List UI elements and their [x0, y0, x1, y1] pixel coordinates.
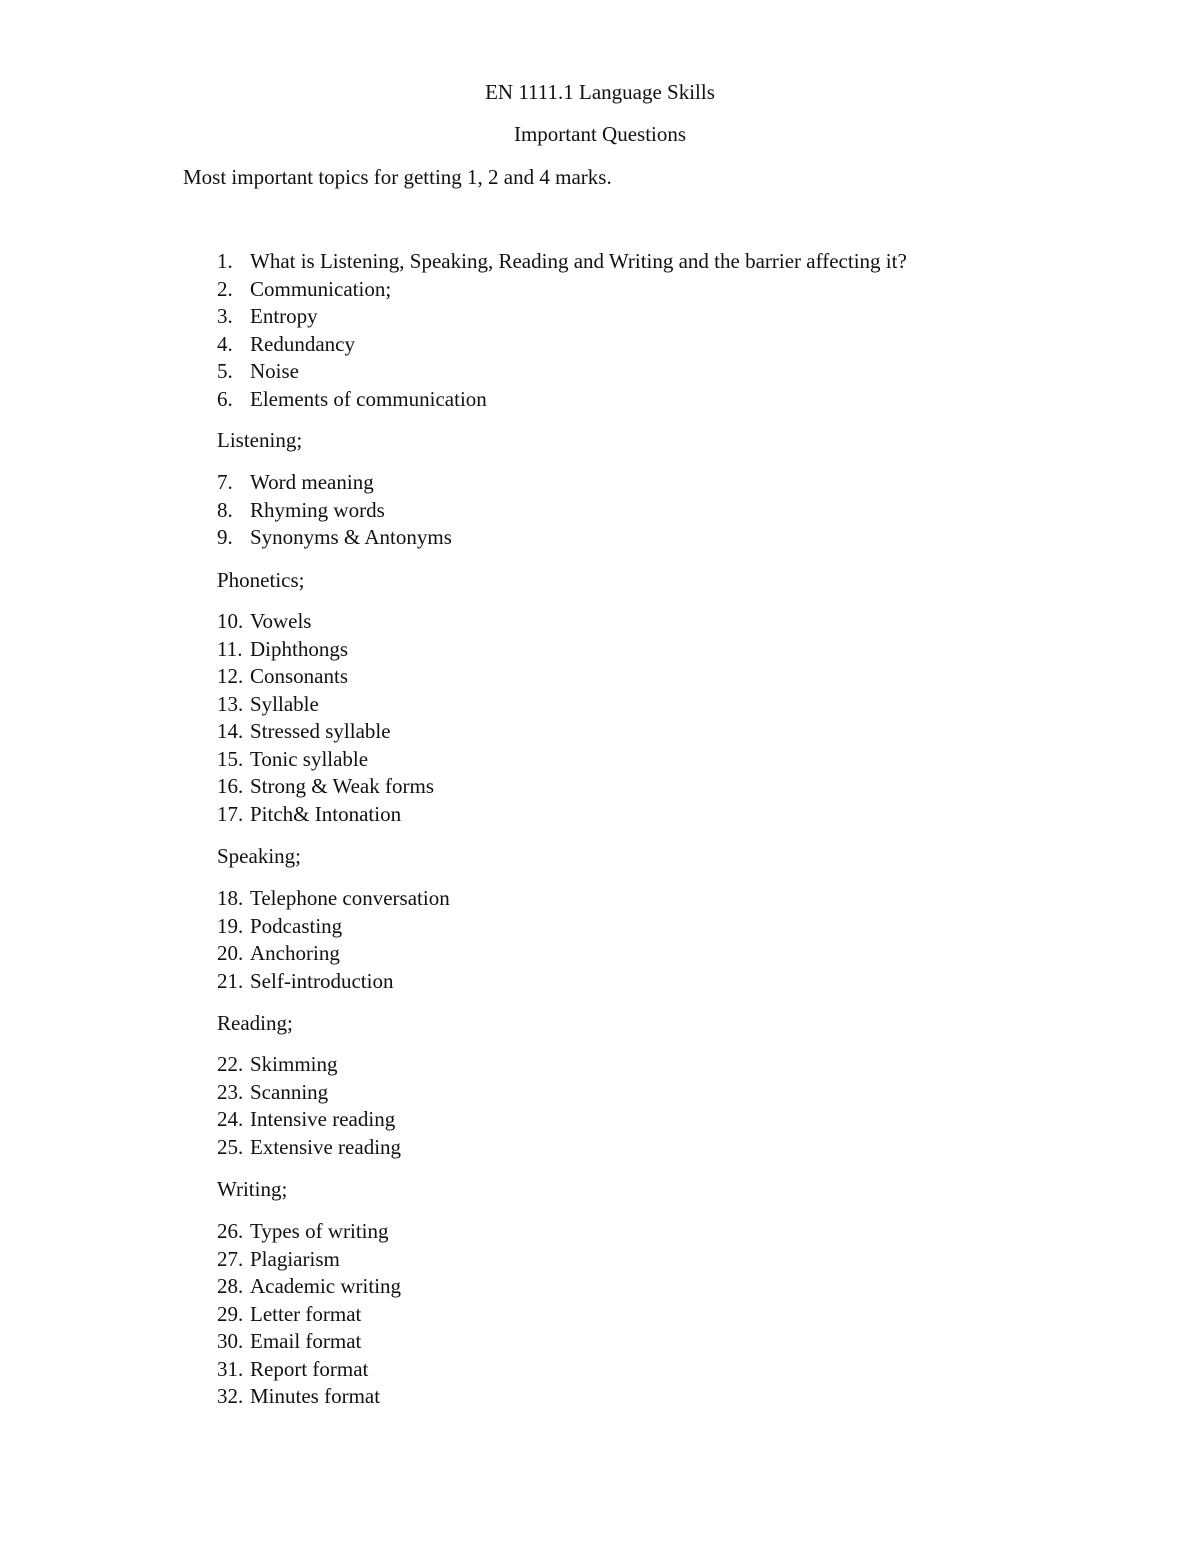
section-general: [217, 248, 1117, 413]
list-item: [217, 968, 1117, 996]
topic-list-phonetics: [217, 608, 1117, 828]
item-text: Intensive reading: [250, 1107, 396, 1131]
item-number: 14.: [217, 719, 244, 743]
item-text: Podcasting: [250, 913, 343, 938]
section-heading-writing: Writing;: [217, 1177, 288, 1201]
list-item: [217, 1328, 1117, 1356]
item-number: 18.: [217, 886, 244, 910]
list-item: [217, 524, 1117, 552]
section-heading-reading: Reading;: [217, 1011, 293, 1035]
item-text: Word meaning: [250, 470, 374, 494]
section-speaking: [217, 843, 1117, 995]
item-number: 6.: [217, 386, 233, 411]
list-item: [217, 469, 1117, 497]
item-text: Syllable: [250, 691, 319, 716]
list-item: [217, 1051, 1117, 1079]
item-text: Vowels: [250, 609, 312, 633]
list-item: [217, 1383, 1117, 1411]
item-text: Rhyming words: [250, 497, 385, 522]
item-number: 27.: [217, 1246, 244, 1271]
item-number: 2.: [217, 276, 233, 301]
item-number: 9.: [217, 525, 233, 549]
item-number: 30.: [217, 1329, 244, 1353]
item-text: Noise: [250, 359, 299, 383]
item-text: Stressed syllable: [250, 719, 391, 743]
list-item: [217, 497, 1117, 525]
intro-paragraph: Most important topics for getting 1, 2 and 4 marks.: [183, 165, 612, 189]
item-number: 8.: [217, 497, 233, 522]
item-text: Pitch& Intonation: [250, 801, 402, 826]
item-number: 22.: [217, 1052, 244, 1076]
item-text: Consonants: [250, 664, 349, 688]
topic-list-writing: [217, 1218, 1117, 1411]
section-writing: [217, 1176, 1117, 1411]
item-number: 26.: [217, 1219, 244, 1243]
item-number: 28.: [217, 1274, 244, 1298]
item-number: 32.: [217, 1384, 244, 1408]
item-text: Plagiarism: [250, 1246, 340, 1271]
list-item: [217, 773, 1117, 801]
list-item: [217, 386, 1117, 414]
section-listening: [217, 427, 1117, 552]
item-number: 24.: [217, 1107, 244, 1131]
list-item: [217, 691, 1117, 719]
item-number: 1.: [217, 249, 233, 273]
item-number: 12.: [217, 664, 244, 688]
list-item: [217, 885, 1117, 913]
list-item: [217, 913, 1117, 941]
item-text: Telephone conversation: [250, 886, 450, 910]
item-number: 15.: [217, 746, 244, 771]
item-text: Strong & Weak forms: [250, 774, 434, 798]
item-text: Minutes format: [250, 1384, 381, 1408]
item-text: Types of writing: [250, 1219, 389, 1243]
item-number: 25.: [217, 1134, 244, 1159]
item-number: 19.: [217, 913, 244, 938]
item-text: Elements of communication: [250, 386, 487, 411]
item-number: 31.: [217, 1356, 244, 1381]
list-item: [217, 1356, 1117, 1384]
item-number: 23.: [217, 1079, 244, 1104]
item-number: 4.: [217, 331, 233, 356]
section-phonetics: [217, 567, 1117, 828]
document-title: EN 1111.1 Language Skills: [485, 80, 715, 104]
list-item: [217, 303, 1117, 331]
list-item: [217, 331, 1117, 359]
topic-list-speaking: [217, 885, 1117, 995]
item-number: 17.: [217, 801, 244, 826]
item-number: 3.: [217, 304, 233, 328]
list-item: [217, 1079, 1117, 1107]
topic-list-general: [217, 248, 1117, 413]
section-heading-phonetics: Phonetics;: [217, 568, 305, 592]
item-text: Report format: [250, 1356, 369, 1381]
item-text: Letter format: [250, 1301, 362, 1326]
section-heading-speaking: Speaking;: [217, 844, 301, 868]
item-text: Communication;: [250, 276, 392, 301]
item-text: Scanning: [250, 1079, 329, 1104]
list-item: [217, 636, 1117, 664]
item-number: 5.: [217, 359, 233, 383]
item-text: Email format: [250, 1329, 362, 1353]
list-item: [217, 746, 1117, 774]
list-item: [217, 663, 1117, 691]
item-text: Skimming: [250, 1052, 338, 1076]
item-number: 20.: [217, 941, 244, 965]
list-item: [217, 608, 1117, 636]
item-number: 13.: [217, 691, 244, 716]
item-text: Self-introduction: [250, 968, 394, 993]
item-number: 29.: [217, 1301, 244, 1326]
section-reading: [217, 1010, 1117, 1161]
item-text: Anchoring: [250, 941, 340, 965]
item-number: 16.: [217, 774, 244, 798]
item-text: Synonyms & Antonyms: [250, 525, 452, 549]
list-item: [217, 1106, 1117, 1134]
list-item: [217, 1273, 1117, 1301]
item-number: 7.: [217, 470, 233, 494]
item-text: Entropy: [250, 304, 318, 328]
list-item: [217, 1301, 1117, 1329]
list-item: [217, 718, 1117, 746]
list-item: [217, 801, 1117, 829]
item-number: 21.: [217, 968, 244, 993]
item-text: What is Listening, Speaking, Reading and Writing and the barrier affecting it?: [250, 249, 907, 273]
item-text: Academic writing: [250, 1274, 402, 1298]
list-item: [217, 1246, 1117, 1274]
list-item: [217, 940, 1117, 968]
item-text: Extensive reading: [250, 1134, 402, 1159]
item-text: Diphthongs: [250, 636, 349, 661]
item-text: Redundancy: [250, 331, 355, 356]
list-item: [217, 1134, 1117, 1162]
topic-list-listening: [217, 469, 1117, 552]
list-item: [217, 1218, 1117, 1246]
item-number: 11.: [217, 636, 243, 661]
list-item: [217, 248, 1117, 276]
topic-list-reading: [217, 1051, 1117, 1161]
item-number: 10.: [217, 609, 244, 633]
list-item: [217, 276, 1117, 304]
item-text: Tonic syllable: [250, 746, 369, 771]
list-item: [217, 358, 1117, 386]
document-subtitle: Important Questions: [513, 122, 687, 146]
section-heading-listening: Listening;: [217, 428, 303, 452]
